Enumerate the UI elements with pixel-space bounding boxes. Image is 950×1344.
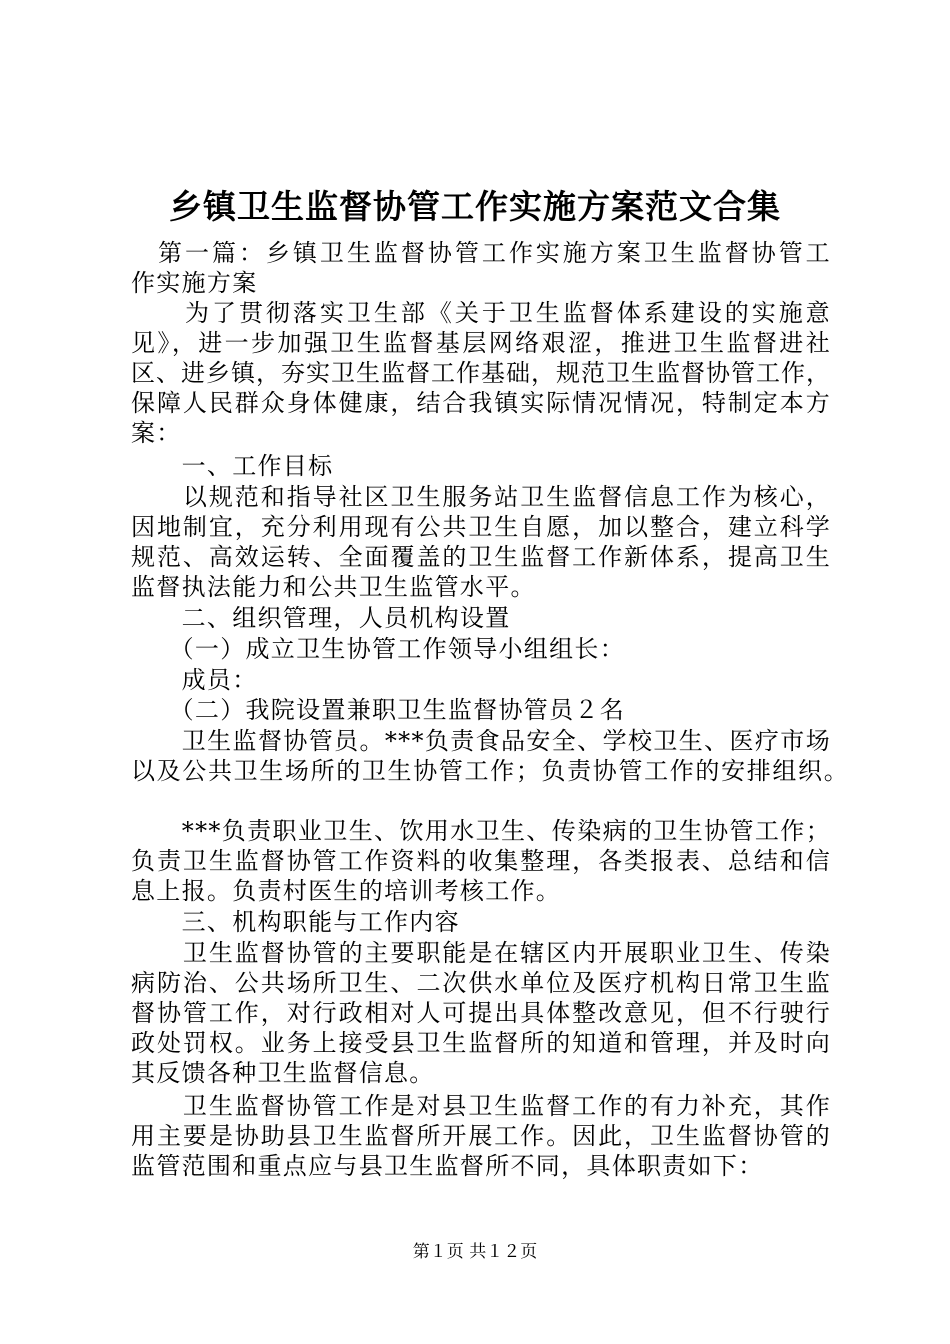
paragraph-line: 保障人民群众身体健康，结合我镇实际情况情况，特制定本方 [131, 389, 831, 417]
section-heading: 一、工作目标 [131, 452, 334, 480]
paragraph-line: 用主要是协助县卫生监督所开展工作。因此，卫生监督协管的 [131, 1122, 831, 1150]
paragraph-line: 监管范围和重点应与县卫生监督所不同，具体职责如下： [131, 1152, 764, 1180]
paragraph-line: 区、进乡镇，夯实卫生监督工作基础，规范卫生监督协管工作， [131, 359, 831, 387]
paragraph-line: 成员： [131, 666, 258, 694]
paragraph-line: 因地制宜，充分利用现有公共卫生自愿，加以整合，建立科学 [131, 513, 831, 541]
paragraph-line: （一）成立卫生协管工作领导小组组长： [131, 635, 625, 663]
paragraph-line: 为了贯彻落实卫生部《关于卫生监督体系建设的实施意 [131, 299, 831, 327]
paragraph-line: 其反馈各种卫生监督信息。 [131, 1059, 435, 1087]
paragraph-line: 政处罚权。业务上接受县卫生监督所的知道和管理，并及时向 [131, 1029, 831, 1057]
document-title: 乡镇卫生监督协管工作实施方案范文合集 [169, 187, 781, 226]
paragraph-line: 负责卫生监督协管工作资料的收集整理，各类报表、总结和信 [131, 847, 831, 875]
paragraph-line: 案： [131, 419, 182, 447]
paragraph-line: 病防治、公共场所卫生、二次供水单位及医疗机构日常卫生监 [131, 969, 831, 997]
paragraph-line: 息上报。负责村医生的培训考核工作。 [131, 877, 562, 905]
paragraph-line: 作实施方案 [131, 269, 258, 297]
paragraph-line: 监督执法能力和公共卫生监管水平。 [131, 573, 536, 601]
paragraph-line: 卫生监督协管的主要职能是在辖区内开展职业卫生、传染 [131, 939, 831, 967]
paragraph-line: ***负责职业卫生、饮用水卫生、传染病的卫生协管工作； [131, 817, 831, 845]
paragraph-line: 第一篇：乡镇卫生监督协管工作实施方案卫生监督协管工 [131, 239, 831, 267]
paragraph-line: 以及公共卫生场所的卫生协管工作；负责协管工作的安排组织。 [131, 757, 849, 785]
paragraph-line: 见》，进一步加强卫生监督基层网络艰涩，推进卫生监督进社 [131, 329, 831, 357]
paragraph-line: 卫生监督协管工作是对县卫生监督工作的有力补充，其作 [131, 1092, 831, 1120]
page-number-footer: 第１页 共１２页 [412, 1242, 538, 1262]
paragraph-line: 督协管工作，对行政相对人可提出具体整改意见，但不行驶行 [131, 999, 831, 1027]
paragraph-line: 卫生监督协管员。***负责食品安全、学校卫生、医疗市场 [131, 727, 831, 755]
section-heading: 二、组织管理，人员机构设置 [131, 604, 511, 632]
paragraph-line: 以规范和指导社区卫生服务站卫生监督信息工作为核心， [131, 483, 831, 511]
paragraph-line: （二）我院设置兼职卫生监督协管员２名 [131, 696, 625, 724]
section-heading: 三、机构职能与工作内容 [131, 908, 460, 936]
paragraph-line: 规范、高效运转、全面覆盖的卫生监督工作新体系，提高卫生 [131, 543, 831, 571]
